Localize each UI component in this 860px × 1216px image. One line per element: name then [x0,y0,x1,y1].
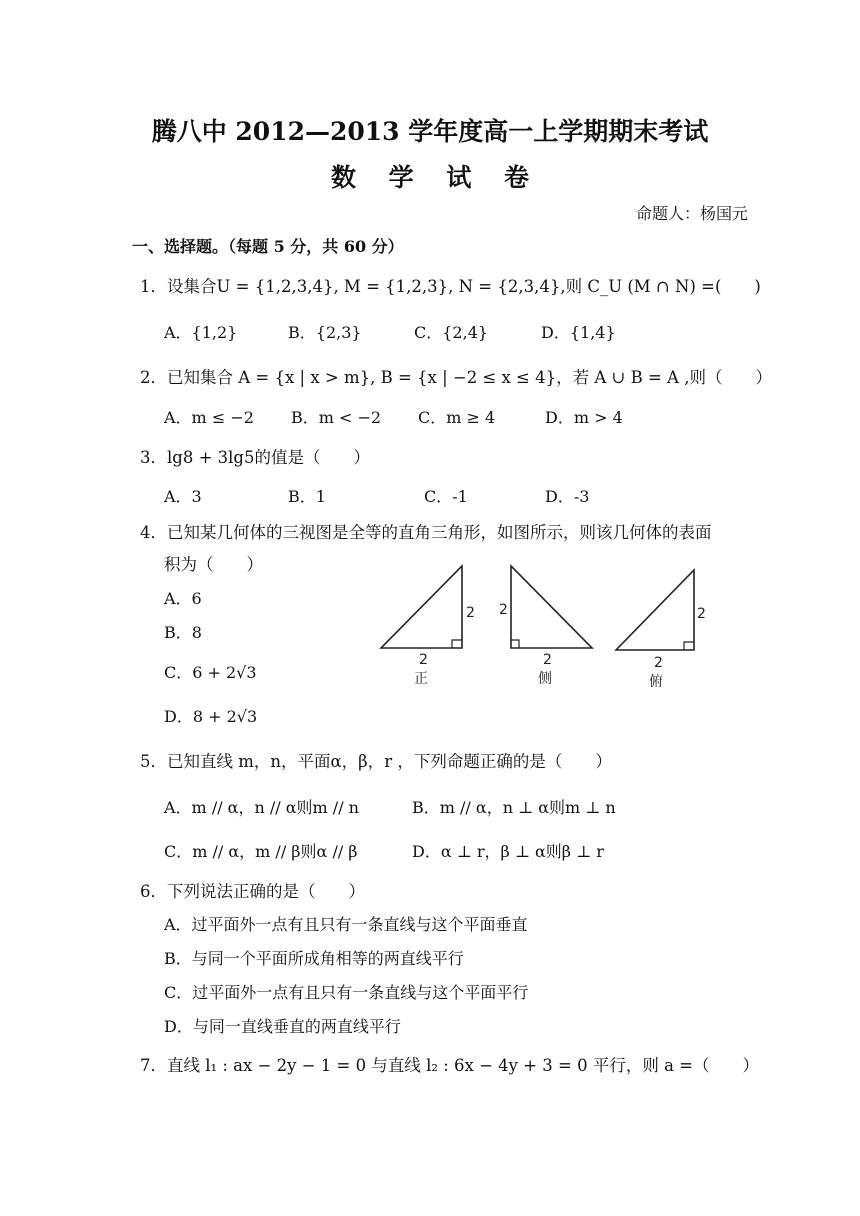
q3-option-c: C．-1 [424,487,468,506]
q6-option-c: C．过平面外一点有且只有一条直线与这个平面平行 [164,983,529,1002]
front-view-label: 正 [414,671,428,687]
side-height-label: 2 [499,602,508,618]
question-4-stem-line2: 积为（ ） [164,555,263,574]
exam-title: 腾八中 2012—2013 学年度高一上学期期末考试 [151,117,709,146]
q6-option-b: B．与同一个平面所成角相等的两直线平行 [164,949,464,968]
q6-option-d: D．与同一直线垂直的两直线平行 [164,1017,401,1036]
q3-option-a: A．3 [164,487,202,506]
top-height-label: 2 [697,606,706,622]
question-3-stem: 3．lg8 + 3lg5的值是（ ） [140,448,370,467]
three-view-figure [376,550,716,700]
q5-option-b: B．m // α，n ⊥ α则m ⊥ n [412,798,616,817]
top-view-triangle [616,570,694,650]
question-2-stem: 2．已知集合 A = {x | x > m}, B = {x | −2 ≤ x ≤ 4}，若 A ∪ B = A ,则（ ） [140,368,772,387]
top-view-label: 俯 [649,674,663,690]
front-base-label: 2 [419,652,428,668]
question-6-stem: 6．下列说法正确的是（ ） [140,882,365,901]
q6-option-a: A．过平面外一点有且只有一条直线与这个平面垂直 [164,915,528,934]
question-7-stem: 7．直线 l₁ : ax − 2y − 1 = 0 与直线 l₂ : 6x − 4y + 3 = 0 平行，则 a =（ ） [140,1056,759,1075]
q5-option-d: D．α ⊥ r，β ⊥ α则β ⊥ r [412,842,604,861]
q1-option-d: D．{1,4} [541,323,616,342]
exam-subtitle: 数 学 试 卷 [330,163,542,192]
q4-option-a: A．6 [164,589,202,608]
q1-option-c: C．{2,4} [414,323,489,342]
q2-option-d: D．m > 4 [545,408,623,427]
q5-option-c: C．m // α，m // β则α // β [164,842,358,861]
q4-option-d: D．8 + 2√3 [164,707,258,726]
author-line: 命题人：杨国元 [635,204,748,223]
side-view-label: 侧 [538,671,552,687]
question-1-stem: 1．设集合U = {1,2,3,4}, M = {1,2,3}, N = {2,3,4},则 C_U (M ∩ N) =( ) [140,277,761,296]
side-base-label: 2 [543,652,552,668]
q5-option-a: A．m // α，n // α则m // n [164,798,359,817]
q2-option-c: C．m ≥ 4 [418,408,496,427]
front-view-triangle [381,566,462,648]
q4-option-b: B．8 [164,623,202,642]
question-4-stem-line1: 4．已知某几何体的三视图是全等的直角三角形，如图所示，则该几何体的表面 [140,523,712,542]
question-5-stem: 5．已知直线 m，n，平面α，β，r ，下列命题正确的是（ ） [140,752,612,771]
front-height-label: 2 [466,605,475,621]
top-base-label: 2 [654,655,663,671]
q1-option-a: A．{1,2} [164,323,238,342]
q3-option-b: B．1 [288,487,326,506]
q4-option-c: C．6 + 2√3 [164,663,257,682]
section-heading: 一、选择题。（每题 5 分，共 60 分） [132,237,404,256]
q1-option-b: B．{2,3} [288,323,362,342]
q2-option-b: B．m < −2 [291,408,382,427]
q3-option-d: D．-3 [545,487,590,506]
q2-option-a: A．m ≤ −2 [164,408,254,427]
side-view-triangle [511,566,592,648]
